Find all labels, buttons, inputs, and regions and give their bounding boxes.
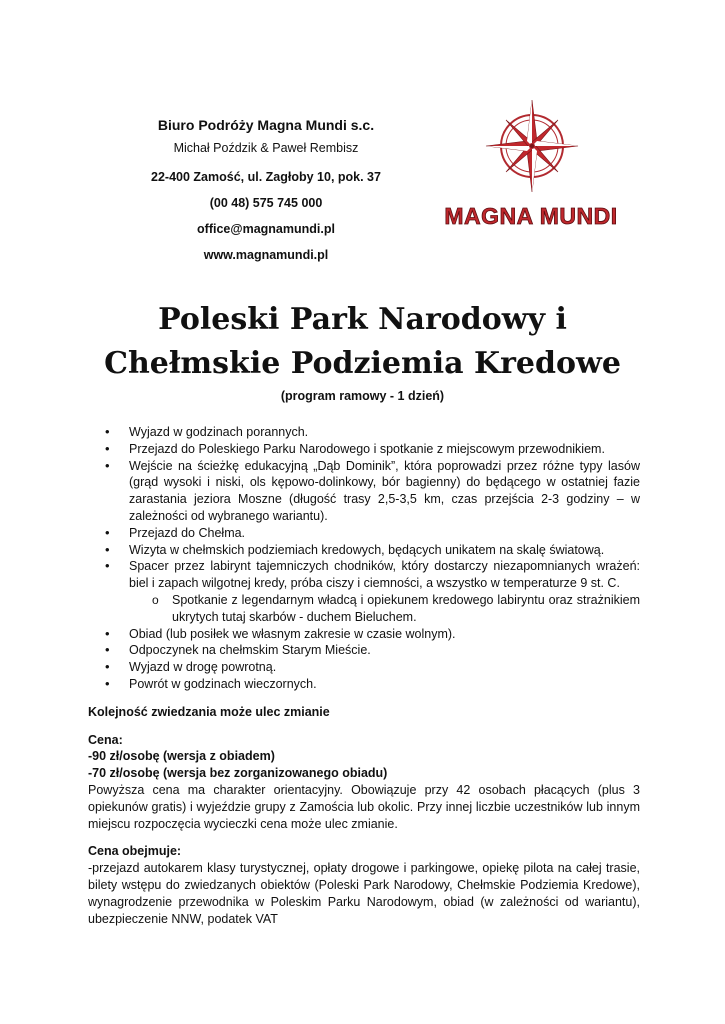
page-title: Poleski Park Narodowy i Chełmskie Podziemia Kredowe <box>104 302 621 381</box>
list-item: • Przejazd do Poleskiego Parku Narodowego i spotkanie z miejscowym przewodnikiem. <box>88 441 640 458</box>
list-item: • Wejście na ścieżkę edukacyjną „Dąb Dominik”, która poprowadzi przez różne typy lasów (grąd wysoki i niski, ols kępowo-dolinkowy, bór bagienny) do będącego w ostatniej fazie zarastania jeziora Moszne (długość trasy 2,5-3,5 km, czas przejścia 2-3 godziny – w zależności od wybranego wariantu). <box>88 458 640 525</box>
price-option-1: -90 zł/osobę (wersja z obiadem) <box>88 749 275 764</box>
includes-label: Cena obejmuje: <box>88 844 182 859</box>
agency-contact-block <box>98 112 434 268</box>
list-item: • Wyjazd w godzinach porannych. <box>88 424 640 441</box>
address: 22-400 Zamość, ul. Zagłoby 10, pok. 37 <box>151 170 381 184</box>
magna-mundi-logo <box>428 100 634 232</box>
includes-text: -przejazd autokarem klasy turystycznej, opłaty drogowe i parkingowe, opiekę pilota na całej trasie, bilety wstępu do zwiedzanych obiektów (Poleski Park Narodowy, Chełmskie Podziemia Kredowe), wynagrodzenie przewodnika w Poleskim Parku Narodowym, obiad (w zależności od wariantu), ubezpieczenie NNW, podatek VAT <box>88 861 640 926</box>
list-item: • Wyjazd w drogę powrotną. <box>88 659 640 676</box>
email[interactable]: office@magnamundi.pl <box>197 222 335 236</box>
owners: Michał Poździk & Paweł Rembisz <box>173 141 359 155</box>
program-subtitle: (program ramowy - 1 dzień) <box>280 389 445 403</box>
list-item: • Powrót w godzinach wieczornych. <box>88 676 640 693</box>
list-item: • Obiad (lub posiłek we własnym zakresie w czasie wolnym). <box>88 626 640 643</box>
compass-rose-icon <box>428 100 634 232</box>
list-item: • Spacer przez labirynt tajemniczych chodników, który dostarczy niezapomnianych wrażeń: biel i zapach wilgotnej kredy, próba ciszy i ciemności, a wszystko w temperaturze 9 st. C. <box>88 558 640 592</box>
list-item: • Wizyta w chełmskich podziemiach kredowych, będących unikatem na skalę światową. <box>88 542 640 559</box>
order-note: Kolejność zwiedzania może ulec zmianie <box>88 704 330 719</box>
price-option-2: -70 zł/osobę (wersja bez zorganizowanego obiadu) <box>88 766 388 781</box>
company-name: Biuro Podróży Magna Mundi s.c. <box>157 117 375 133</box>
program-content <box>88 424 640 927</box>
program-list-end <box>88 626 640 693</box>
list-item: • Przejazd do Chełma. <box>88 525 640 542</box>
phone: (00 48) 575 745 000 <box>209 196 323 210</box>
program-sublist <box>88 592 640 626</box>
price-note: Powyższa cena ma charakter orientacyjny. Obowiązuje przy 42 osobach płacących (plus 3 opiekunów gratis) i wyjeździe grupy z Zamościa lub okolic. Przy innej liczbie uczestników lub innym miejscu rozpoczęcia wycieczki cena może ulec zmianie. <box>88 782 640 831</box>
program-list <box>88 424 640 592</box>
price-label: Cena: <box>88 732 123 747</box>
list-subitem: o Spotkanie z legendarnym władcą i opiekunem kredowego labiryntu oraz strażnikiem ukrytych tutaj skarbów - duchem Bieluchem. <box>88 592 640 626</box>
website[interactable]: www.magnamundi.pl <box>203 248 329 262</box>
svg-text:MAGNA MUNDI: MAGNA MUNDI <box>444 203 618 229</box>
list-item: • Odpoczynek na chełmskim Starym Mieście. <box>88 642 640 659</box>
